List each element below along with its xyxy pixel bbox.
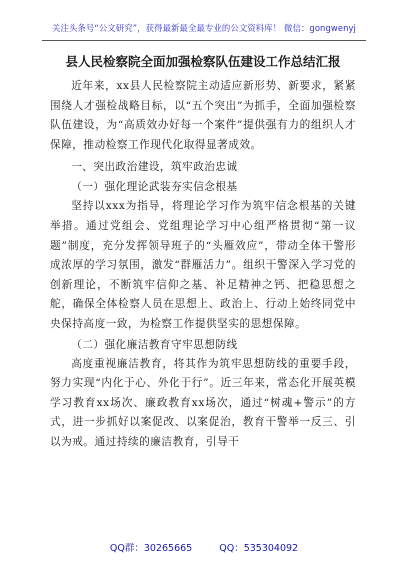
subsection-paragraph-1: 坚持以xxx为指导，将理论学习作为筑牢信念根基的关键举措。通过党组会、党组理论学习中心组严格贯彻“第一议题”制度，充分发挥领导班子的“头雁效应”，带动全体干警形成浓厚的学习氛围，激发“群雁活力”。组织干警深入学习党的创新理论，不断筑牢信仰之基、补足精神之钙、把稳思想之舵，确保全体检察人员在思想上、政治上、行动上始终同党中央保持高度一致，为检察工作提供坚实的思想保障。 — [50, 200, 356, 330]
document-title: 县人民检察院全面加强检察队伍建设工作总结汇报 — [65, 54, 341, 69]
subsection-heading-1: （一）强化理论武装夯实信念根基 — [71, 181, 238, 194]
document-body — [50, 53, 356, 453]
header-divider — [42, 40, 366, 41]
footer-contact — [0, 540, 408, 554]
section-heading-1: 一、突出政治建设，筑牢政治忠诚 — [71, 161, 238, 174]
footer-qq: QQ：535304092 — [219, 543, 299, 554]
intro-paragraph: 近年来，xx县人民检察院主动适应新形势、新要求，紧紧围绕人才强检战略目标，以“五个突出”为抓手，全面加强检察队伍建设，为“高质效办好每一个案件”提供强有力的组织人才保障，推动检察工作现代化取得显著成效。 — [50, 80, 356, 151]
subsection-heading-2: （二）强化廉洁教育守牢思想防线 — [71, 338, 238, 351]
footer-qq-group: QQ群：30265665 — [109, 543, 193, 554]
subsection-paragraph-2: 高度重视廉洁教育，将其作为筑牢思想防线的重要手段，努力实现“内化于心、外化于行”。近三年来，常态化开展英模学习教育xx场次、廉政教育xx场次，通过“树魂+警示”的方式，进一步抓好以案促改、以案促治，教育干警举一反三、引以为戒。通过持续的廉洁教育，引导干 — [50, 357, 356, 448]
header-banner: 关注头条号“公文研究”，获得最新最全最专业的公文资料库！ 微信：gongwenyj — [52, 23, 356, 33]
